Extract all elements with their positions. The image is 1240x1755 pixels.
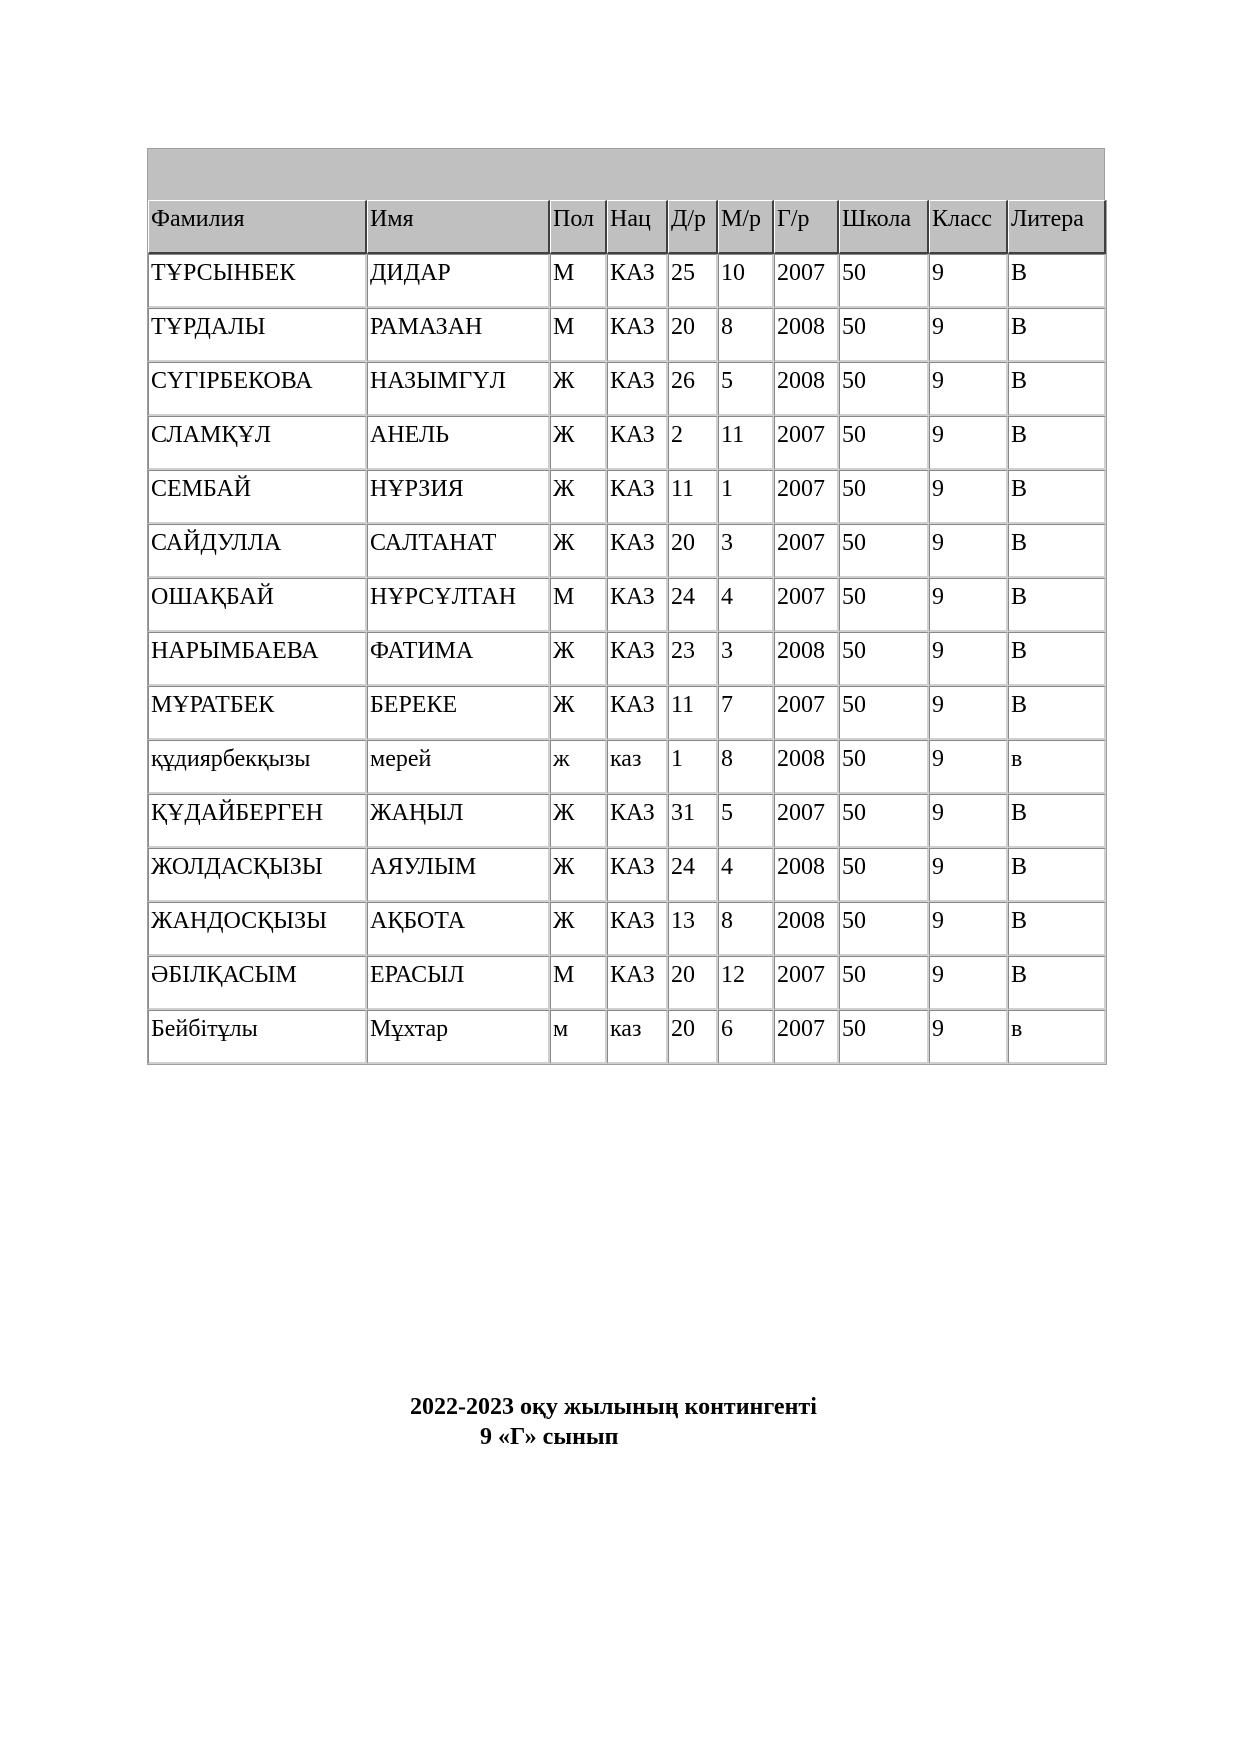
- cell-birth-year: 2007: [774, 794, 839, 848]
- cell-nationality: КАЗ: [607, 524, 668, 578]
- cell-birth-day: 13: [668, 902, 718, 956]
- cell-class: 9: [929, 956, 1008, 1010]
- cell-letter: в: [1008, 1010, 1106, 1064]
- table-row: [148, 416, 1106, 470]
- cell-sex: Ж: [550, 524, 607, 578]
- cell-surname: ТҰРДАЛЫ: [148, 308, 367, 362]
- cell-birth-year: 2008: [774, 902, 839, 956]
- cell-school: 50: [839, 578, 929, 632]
- cell-birth-day: 26: [668, 362, 718, 416]
- table-row: [148, 1010, 1106, 1064]
- cell-birth-year: 2008: [774, 740, 839, 794]
- cell-school: 50: [839, 1010, 929, 1064]
- cell-birth-year: 2007: [774, 524, 839, 578]
- cell-nationality: КАЗ: [607, 470, 668, 524]
- cell-sex: м: [550, 1010, 607, 1064]
- header-birth-year: Г/р: [774, 200, 839, 254]
- cell-birth-month: 5: [718, 794, 774, 848]
- cell-class: 9: [929, 1010, 1008, 1064]
- cell-sex: Ж: [550, 416, 607, 470]
- cell-letter: в: [1008, 740, 1106, 794]
- cell-class: 9: [929, 632, 1008, 686]
- cell-birth-day: 25: [668, 254, 718, 308]
- cell-nationality: КАЗ: [607, 578, 668, 632]
- cell-class: 9: [929, 686, 1008, 740]
- cell-sex: М: [550, 254, 607, 308]
- cell-birth-year: 2007: [774, 686, 839, 740]
- cell-name: НАЗЫМГҮЛ: [367, 362, 550, 416]
- cell-letter: В: [1008, 416, 1106, 470]
- cell-birth-year: 2007: [774, 254, 839, 308]
- cell-birth-month: 5: [718, 362, 774, 416]
- cell-birth-day: 23: [668, 632, 718, 686]
- cell-name: РАМАЗАН: [367, 308, 550, 362]
- cell-name: БЕРЕКЕ: [367, 686, 550, 740]
- cell-surname: СЛАМҚҰЛ: [148, 416, 367, 470]
- cell-name: АЯУЛЫМ: [367, 848, 550, 902]
- cell-letter: В: [1008, 470, 1106, 524]
- cell-sex: Ж: [550, 848, 607, 902]
- cell-birth-day: 20: [668, 524, 718, 578]
- cell-surname: ӘБІЛҚАСЫМ: [148, 956, 367, 1010]
- cell-class: 9: [929, 740, 1008, 794]
- cell-class: 9: [929, 578, 1008, 632]
- header-school: Школа: [839, 200, 929, 254]
- cell-sex: М: [550, 308, 607, 362]
- cell-name: АҚБОТА: [367, 902, 550, 956]
- header-class: Класс: [929, 200, 1008, 254]
- cell-letter: В: [1008, 524, 1106, 578]
- cell-birth-month: 4: [718, 848, 774, 902]
- cell-birth-day: 24: [668, 848, 718, 902]
- cell-birth-year: 2008: [774, 848, 839, 902]
- cell-school: 50: [839, 524, 929, 578]
- cell-nationality: КАЗ: [607, 848, 668, 902]
- cell-birth-year: 2007: [774, 578, 839, 632]
- cell-nationality: КАЗ: [607, 956, 668, 1010]
- table-row: [148, 578, 1106, 632]
- academic-year-title: 2022-2023 оқу жылының контингенті: [410, 1394, 817, 1420]
- table-row: [148, 740, 1106, 794]
- table-row: [148, 848, 1106, 902]
- cell-sex: Ж: [550, 794, 607, 848]
- cell-surname: НАРЫМБАЕВА: [148, 632, 367, 686]
- cell-class: 9: [929, 902, 1008, 956]
- cell-name: САЛТАНАТ: [367, 524, 550, 578]
- cell-surname: МҰРАТБЕК: [148, 686, 367, 740]
- cell-school: 50: [839, 632, 929, 686]
- cell-school: 50: [839, 794, 929, 848]
- cell-letter: В: [1008, 902, 1106, 956]
- cell-surname: ТҰРСЫНБЕК: [148, 254, 367, 308]
- cell-sex: Ж: [550, 632, 607, 686]
- cell-class: 9: [929, 416, 1008, 470]
- cell-birth-day: 20: [668, 308, 718, 362]
- cell-letter: В: [1008, 362, 1106, 416]
- cell-letter: В: [1008, 578, 1106, 632]
- table-row: [148, 794, 1106, 848]
- cell-letter: В: [1008, 794, 1106, 848]
- cell-nationality: каз: [607, 740, 668, 794]
- cell-birth-day: 11: [668, 470, 718, 524]
- cell-birth-year: 2008: [774, 308, 839, 362]
- table-row: [148, 470, 1106, 524]
- cell-birth-month: 11: [718, 416, 774, 470]
- cell-birth-month: 12: [718, 956, 774, 1010]
- cell-birth-month: 3: [718, 524, 774, 578]
- cell-school: 50: [839, 848, 929, 902]
- table-body: [148, 254, 1106, 1064]
- cell-class: 9: [929, 848, 1008, 902]
- cell-name: ФАТИМА: [367, 632, 550, 686]
- cell-birth-year: 2007: [774, 416, 839, 470]
- cell-class: 9: [929, 362, 1008, 416]
- cell-birth-year: 2007: [774, 956, 839, 1010]
- cell-birth-year: 2007: [774, 1010, 839, 1064]
- cell-surname: ЖАНДОСҚЫЗЫ: [148, 902, 367, 956]
- cell-birth-month: 4: [718, 578, 774, 632]
- cell-sex: Ж: [550, 686, 607, 740]
- cell-class: 9: [929, 794, 1008, 848]
- cell-surname: Бейбітұлы: [148, 1010, 367, 1064]
- cell-class: 9: [929, 254, 1008, 308]
- cell-school: 50: [839, 740, 929, 794]
- cell-birth-month: 10: [718, 254, 774, 308]
- table-row: [148, 524, 1106, 578]
- cell-surname: ЖОЛДАСҚЫЗЫ: [148, 848, 367, 902]
- cell-nationality: КАЗ: [607, 254, 668, 308]
- cell-school: 50: [839, 416, 929, 470]
- cell-sex: Ж: [550, 362, 607, 416]
- table-row: [148, 362, 1106, 416]
- cell-school: 50: [839, 902, 929, 956]
- cell-school: 50: [839, 956, 929, 1010]
- cell-class: 9: [929, 308, 1008, 362]
- cell-name: НҰРЗИЯ: [367, 470, 550, 524]
- cell-letter: В: [1008, 632, 1106, 686]
- cell-surname: ОШАҚБАЙ: [148, 578, 367, 632]
- cell-letter: В: [1008, 254, 1106, 308]
- cell-letter: В: [1008, 848, 1106, 902]
- cell-name: мерей: [367, 740, 550, 794]
- cell-nationality: каз: [607, 1010, 668, 1064]
- cell-nationality: КАЗ: [607, 686, 668, 740]
- cell-school: 50: [839, 686, 929, 740]
- header-nationality: Нац: [607, 200, 668, 254]
- cell-birth-month: 7: [718, 686, 774, 740]
- cell-name: ДИДАР: [367, 254, 550, 308]
- cell-birth-day: 31: [668, 794, 718, 848]
- header-birth-month: М/р: [718, 200, 774, 254]
- cell-name: Мұхтар: [367, 1010, 550, 1064]
- cell-school: 50: [839, 362, 929, 416]
- cell-sex: М: [550, 578, 607, 632]
- cell-birth-day: 1: [668, 740, 718, 794]
- cell-sex: Ж: [550, 902, 607, 956]
- cell-surname: СҮГІРБЕКОВА: [148, 362, 367, 416]
- table-row: [148, 632, 1106, 686]
- students-table: [147, 200, 1107, 1065]
- cell-birth-month: 1: [718, 470, 774, 524]
- cell-nationality: КАЗ: [607, 632, 668, 686]
- cell-birth-month: 8: [718, 308, 774, 362]
- cell-sex: М: [550, 956, 607, 1010]
- cell-school: 50: [839, 308, 929, 362]
- cell-name: ЖАҢЫЛ: [367, 794, 550, 848]
- cell-birth-month: 8: [718, 902, 774, 956]
- header-birth-day: Д/р: [668, 200, 718, 254]
- cell-sex: ж: [550, 740, 607, 794]
- cell-birth-month: 6: [718, 1010, 774, 1064]
- cell-letter: В: [1008, 686, 1106, 740]
- cell-letter: В: [1008, 956, 1106, 1010]
- cell-nationality: КАЗ: [607, 902, 668, 956]
- cell-birth-day: 11: [668, 686, 718, 740]
- cell-name: НҰРСҰЛТАН: [367, 578, 550, 632]
- cell-school: 50: [839, 254, 929, 308]
- cell-name: АНЕЛЬ: [367, 416, 550, 470]
- table-row: [148, 956, 1106, 1010]
- cell-surname: ҚҰДАЙБЕРГЕН: [148, 794, 367, 848]
- cell-birth-year: 2007: [774, 470, 839, 524]
- cell-nationality: КАЗ: [607, 308, 668, 362]
- cell-birth-month: 8: [718, 740, 774, 794]
- header-sex: Пол: [550, 200, 607, 254]
- cell-letter: В: [1008, 308, 1106, 362]
- cell-surname: құдиярбекқызы: [148, 740, 367, 794]
- header-surname: Фамилия: [148, 200, 367, 254]
- header-name: Имя: [367, 200, 550, 254]
- table-caption-band: [147, 148, 1105, 200]
- table-row: [148, 686, 1106, 740]
- table-row: [148, 308, 1106, 362]
- cell-sex: Ж: [550, 470, 607, 524]
- cell-surname: САЙДУЛЛА: [148, 524, 367, 578]
- cell-nationality: КАЗ: [607, 362, 668, 416]
- cell-school: 50: [839, 470, 929, 524]
- cell-birth-day: 24: [668, 578, 718, 632]
- class-title: 9 «Г» сынып: [480, 1424, 619, 1450]
- cell-birth-day: 20: [668, 1010, 718, 1064]
- cell-class: 9: [929, 524, 1008, 578]
- cell-birth-day: 2: [668, 416, 718, 470]
- cell-birth-year: 2008: [774, 362, 839, 416]
- cell-birth-month: 3: [718, 632, 774, 686]
- table-row: [148, 254, 1106, 308]
- cell-birth-day: 20: [668, 956, 718, 1010]
- cell-nationality: КАЗ: [607, 416, 668, 470]
- cell-nationality: КАЗ: [607, 794, 668, 848]
- table-row: [148, 902, 1106, 956]
- cell-surname: СЕМБАЙ: [148, 470, 367, 524]
- cell-birth-year: 2008: [774, 632, 839, 686]
- header-letter: Литера: [1008, 200, 1106, 254]
- contingent-table-container: [147, 148, 1105, 1065]
- cell-class: 9: [929, 470, 1008, 524]
- cell-name: ЕРАСЫЛ: [367, 956, 550, 1010]
- table-header-row: [148, 200, 1106, 254]
